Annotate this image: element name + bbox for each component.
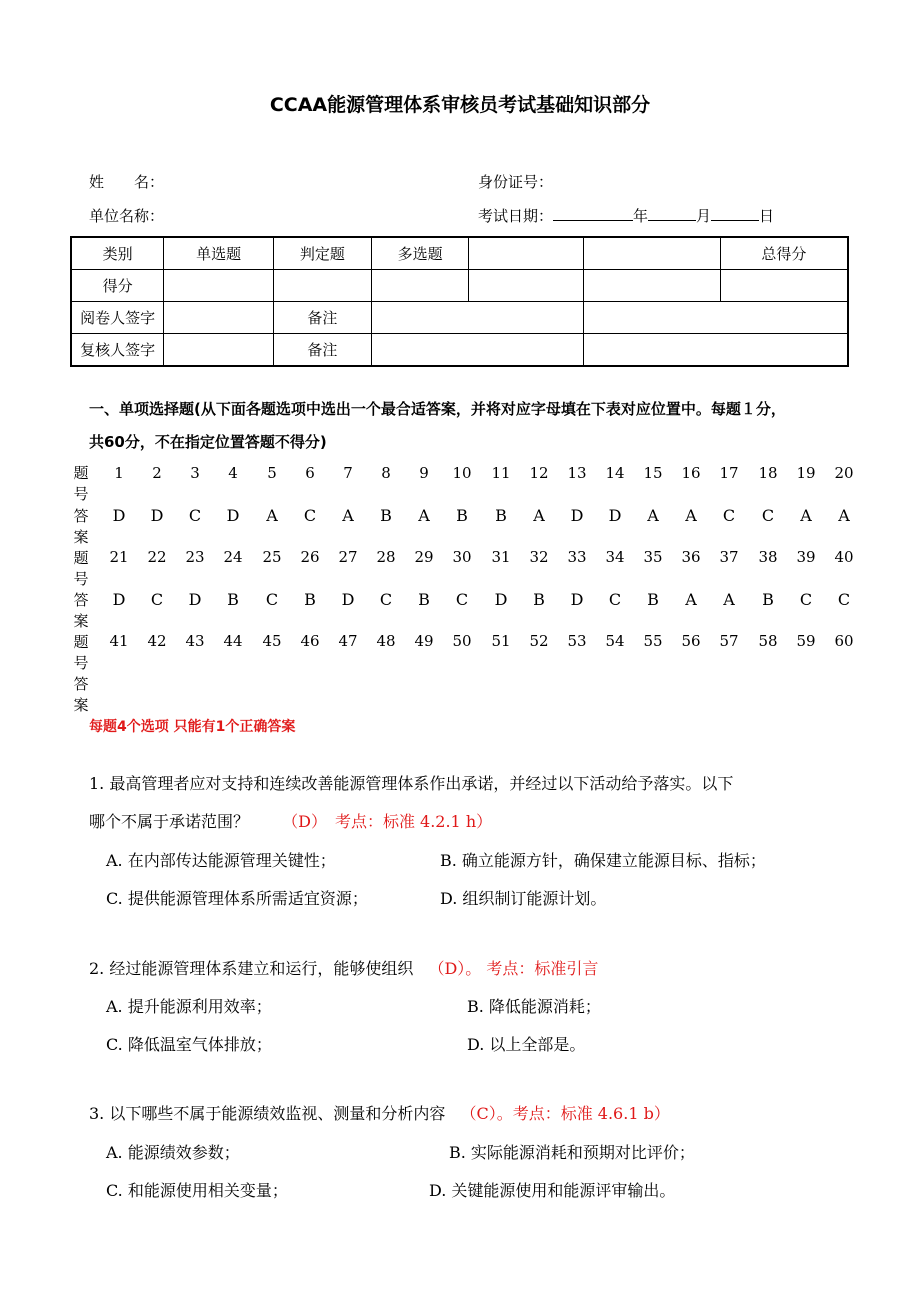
question-2-stem-line bbox=[89, 956, 598, 979]
question-number: 12 bbox=[529, 464, 549, 482]
question-number: 45 bbox=[262, 632, 282, 650]
answer-letter: D bbox=[188, 590, 202, 609]
question-number: 23 bbox=[185, 548, 205, 566]
answer-letter: C bbox=[379, 590, 393, 609]
table-row bbox=[71, 334, 848, 367]
answer-letter: B bbox=[533, 590, 545, 609]
question-number: 14 bbox=[605, 464, 625, 482]
blank-cell bbox=[584, 334, 848, 367]
question-number: 59 bbox=[796, 632, 816, 650]
answer-letter: D bbox=[494, 590, 508, 609]
year-label: 年 bbox=[633, 207, 649, 225]
remark-cell[interactable] bbox=[371, 334, 583, 367]
answer-letter: B bbox=[762, 590, 774, 609]
question-number: 38 bbox=[758, 548, 778, 566]
score-table bbox=[70, 236, 849, 367]
question-number: 15 bbox=[643, 464, 663, 482]
answer-letter: D bbox=[150, 506, 164, 525]
score-cell[interactable] bbox=[469, 270, 584, 302]
question-3-stem-line bbox=[89, 1101, 670, 1124]
question-2-stem: 2. 经过能源管理体系建立和运行，能够使组织 bbox=[89, 959, 414, 978]
answer-letter: C bbox=[799, 590, 813, 609]
answer-letter: B bbox=[418, 590, 430, 609]
label-question-no-1: 题 号 bbox=[73, 464, 89, 503]
question-number: 32 bbox=[529, 548, 549, 566]
question-number: 50 bbox=[452, 632, 472, 650]
question-3-option-c: C. 和能源使用相关变量； bbox=[106, 1181, 288, 1200]
total-header: 总得分 bbox=[720, 237, 848, 270]
question-number: 22 bbox=[147, 548, 167, 566]
label-answer-1: 答 案 bbox=[73, 507, 89, 546]
question-1-option-c: C. 提供能源管理体系所需适宜资源； bbox=[106, 889, 368, 908]
judge-header: 判定题 bbox=[273, 237, 371, 270]
question-number: 9 bbox=[419, 464, 429, 482]
question-number: 29 bbox=[414, 548, 434, 566]
answer-letter: C bbox=[608, 590, 622, 609]
question-2-option-a: A. 提升能源利用效率； bbox=[106, 997, 272, 1016]
question-number: 6 bbox=[305, 464, 315, 482]
question-1-stem: 哪个不属于承诺范围？ bbox=[89, 812, 250, 831]
question-number: 55 bbox=[643, 632, 663, 650]
question-number: 51 bbox=[491, 632, 511, 650]
question-number: 1 bbox=[114, 464, 124, 482]
table-row bbox=[71, 302, 848, 334]
question-number: 5 bbox=[267, 464, 277, 482]
category-header: 类别 bbox=[71, 237, 164, 270]
question-number: 21 bbox=[109, 548, 129, 566]
question-number: 56 bbox=[681, 632, 701, 650]
answer-letter: D bbox=[112, 506, 126, 525]
question-number: 39 bbox=[796, 548, 816, 566]
question-number: 7 bbox=[343, 464, 353, 482]
id-label: 身份证号： bbox=[478, 173, 554, 191]
question-3-option-b: B. 实际能源消耗和预期对比评价； bbox=[449, 1143, 695, 1162]
name-label: 姓 名： bbox=[89, 173, 165, 191]
label-answer-2: 答 案 bbox=[73, 591, 89, 630]
answer-letter: D bbox=[570, 590, 584, 609]
answer-letter: A bbox=[838, 506, 850, 525]
answer-letter: A bbox=[418, 506, 430, 525]
label-question-no-3: 题 号 bbox=[73, 633, 89, 672]
answer-letter: B bbox=[304, 590, 316, 609]
question-number: 26 bbox=[300, 548, 320, 566]
answer-letter: A bbox=[723, 590, 735, 609]
question-number: 27 bbox=[338, 548, 358, 566]
month-blank[interactable] bbox=[648, 206, 696, 221]
answer-letter: C bbox=[837, 590, 851, 609]
answer-letter: D bbox=[112, 590, 126, 609]
question-number: 18 bbox=[758, 464, 778, 482]
answer-letter: B bbox=[495, 506, 507, 525]
question-number: 46 bbox=[300, 632, 320, 650]
question-number: 4 bbox=[228, 464, 238, 482]
question-number: 20 bbox=[834, 464, 854, 482]
day-label: 日 bbox=[759, 207, 775, 225]
question-number: 52 bbox=[529, 632, 549, 650]
remark-cell[interactable] bbox=[371, 302, 583, 334]
question-3-answer: （C）。考点：标准 4.6.1 b） bbox=[460, 1104, 670, 1123]
question-3-option-d: D. 关键能源使用和能源评审输出。 bbox=[429, 1181, 676, 1200]
question-number: 13 bbox=[567, 464, 587, 482]
question-number: 57 bbox=[719, 632, 739, 650]
table-row bbox=[71, 270, 848, 302]
answer-letter: D bbox=[226, 506, 240, 525]
question-number: 17 bbox=[719, 464, 739, 482]
question-number: 10 bbox=[452, 464, 472, 482]
question-number: 54 bbox=[605, 632, 625, 650]
question-number: 11 bbox=[491, 464, 511, 482]
question-3-stem: 3. 以下哪些不属于能源绩效监视、测量和分析内容 bbox=[89, 1104, 446, 1123]
blank-cell bbox=[584, 302, 848, 334]
answer-letter: C bbox=[455, 590, 469, 609]
answer-letter: B bbox=[380, 506, 392, 525]
question-number: 49 bbox=[414, 632, 434, 650]
answer-letter: C bbox=[303, 506, 317, 525]
question-number: 60 bbox=[834, 632, 854, 650]
question-1-stem-line2 bbox=[89, 809, 492, 832]
year-blank[interactable] bbox=[553, 206, 633, 221]
table-row bbox=[71, 237, 848, 270]
question-number: 34 bbox=[605, 548, 625, 566]
score-label: 得分 bbox=[71, 270, 164, 302]
question-number: 24 bbox=[223, 548, 243, 566]
answer-letter: A bbox=[685, 506, 697, 525]
remark-label: 备注 bbox=[273, 334, 371, 367]
answer-letter: A bbox=[266, 506, 278, 525]
question-3-option-a: A. 能源绩效参数； bbox=[106, 1143, 240, 1162]
checker-label: 复核人签字 bbox=[71, 334, 164, 367]
answer-letter: D bbox=[341, 590, 355, 609]
question-number: 47 bbox=[338, 632, 358, 650]
question-1-option-a: A. 在内部传达能源管理关键性； bbox=[106, 851, 336, 870]
question-number: 41 bbox=[109, 632, 129, 650]
blank-cell bbox=[469, 237, 584, 270]
remark-label: 备注 bbox=[273, 302, 371, 334]
question-1-stem-line1: 1. 最高管理者应对支持和连续改善能源管理体系作出承诺，并经过以下活动给予落实。以下 bbox=[89, 774, 734, 793]
section-heading-line2: 共60分，不在指定位置答题不得分) bbox=[89, 433, 327, 451]
question-number: 2 bbox=[152, 464, 162, 482]
answer-letter: B bbox=[647, 590, 659, 609]
answer-letter: C bbox=[150, 590, 164, 609]
score-cell[interactable] bbox=[273, 270, 371, 302]
question-number: 36 bbox=[681, 548, 701, 566]
answer-letter: A bbox=[342, 506, 354, 525]
answer-letter: D bbox=[608, 506, 622, 525]
answer-letter: C bbox=[188, 506, 202, 525]
question-number: 30 bbox=[452, 548, 472, 566]
question-2-option-d: D. 以上全部是。 bbox=[467, 1035, 586, 1054]
question-1-option-b: B. 确立能源方针，确保建立能源目标、指标； bbox=[440, 851, 766, 870]
answer-letter: A bbox=[800, 506, 812, 525]
question-number: 3 bbox=[190, 464, 200, 482]
score-cell[interactable] bbox=[164, 270, 274, 302]
month-label: 月 bbox=[696, 207, 712, 225]
question-number: 16 bbox=[681, 464, 701, 482]
question-number: 25 bbox=[262, 548, 282, 566]
question-number: 35 bbox=[643, 548, 663, 566]
answer-letter: A bbox=[647, 506, 659, 525]
question-number: 31 bbox=[491, 548, 511, 566]
exam-date bbox=[478, 205, 774, 226]
score-cell[interactable] bbox=[584, 270, 721, 302]
question-number: 19 bbox=[796, 464, 816, 482]
question-number: 43 bbox=[185, 632, 205, 650]
question-number: 48 bbox=[376, 632, 396, 650]
label-answer-3: 答 案 bbox=[73, 675, 89, 714]
score-cell[interactable] bbox=[371, 270, 469, 302]
answer-note: 每题4个选项 只能有1个正确答案 bbox=[89, 719, 296, 735]
question-2-option-b: B. 降低能源消耗； bbox=[467, 997, 601, 1016]
day-blank[interactable] bbox=[711, 206, 759, 221]
answer-letter: A bbox=[685, 590, 697, 609]
total-score-cell[interactable] bbox=[720, 270, 848, 302]
question-number: 58 bbox=[758, 632, 778, 650]
answer-letter: C bbox=[722, 506, 736, 525]
checker-signature-cell[interactable] bbox=[164, 334, 274, 367]
question-number: 28 bbox=[376, 548, 396, 566]
question-number: 37 bbox=[719, 548, 739, 566]
page-title: CCAA能源管理体系审核员考试基础知识部分 bbox=[269, 94, 651, 116]
multi-header: 多选题 bbox=[371, 237, 469, 270]
question-number: 40 bbox=[834, 548, 854, 566]
question-number: 8 bbox=[381, 464, 391, 482]
org-label: 单位名称： bbox=[89, 207, 165, 225]
answer-letter: C bbox=[265, 590, 279, 609]
answer-letter: A bbox=[533, 506, 545, 525]
question-1-answer: （D） 考点：标准 4.2.1 h） bbox=[282, 812, 493, 831]
date-label: 考试日期： bbox=[478, 207, 554, 225]
answer-letter: D bbox=[570, 506, 584, 525]
blank-cell bbox=[584, 237, 721, 270]
answer-letter: B bbox=[456, 506, 468, 525]
label-question-no-2: 题 号 bbox=[73, 549, 89, 588]
answer-letter: C bbox=[761, 506, 775, 525]
question-number: 53 bbox=[567, 632, 587, 650]
question-2-answer: （D）。 考点：标准引言 bbox=[428, 959, 599, 978]
question-2-option-c: C. 降低温室气体排放； bbox=[106, 1035, 272, 1054]
question-number: 42 bbox=[147, 632, 167, 650]
question-number: 44 bbox=[223, 632, 243, 650]
section-heading-line1: 一、单项选择题(从下面各题选项中选出一个最合适答案，并将对应字母填在下表对应位置中。每题１分， bbox=[89, 400, 786, 418]
single-header: 单选题 bbox=[164, 237, 274, 270]
answer-letter: B bbox=[227, 590, 239, 609]
reviewer-label: 阅卷人签字 bbox=[71, 302, 164, 334]
question-number: 33 bbox=[567, 548, 587, 566]
question-1-option-d: D. 组织制订能源计划。 bbox=[440, 889, 607, 908]
reviewer-signature-cell[interactable] bbox=[164, 302, 274, 334]
